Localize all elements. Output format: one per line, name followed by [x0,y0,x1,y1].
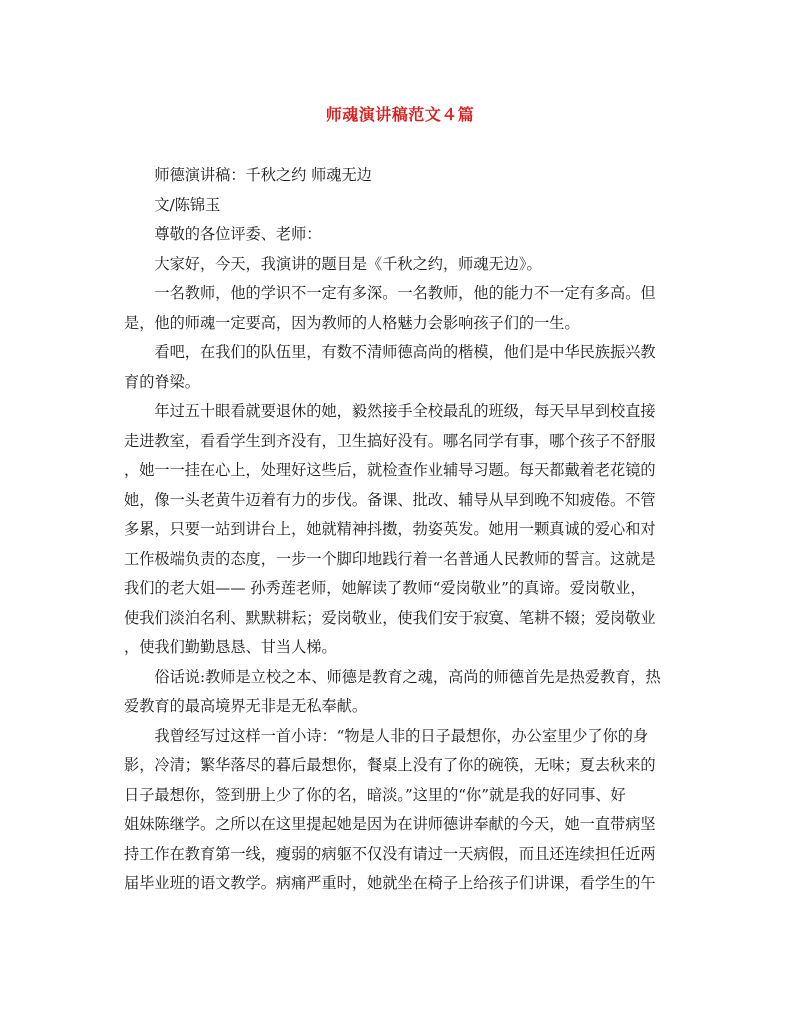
text-line: 是，他的师魂一定要高，因为教师的人格魅力会影响孩子们的一生。 [124,313,580,332]
paragraph [124,250,684,280]
document-body [124,161,684,899]
text-line: 她，像一头老黄牛迈着有力的步伐。备课、批改、辅导从早到晚不知疲倦。不管 [124,490,656,509]
text-line: 持工作在教育第一线，瘦弱的病躯不仅没有请过一天病假，而且还连续担任近两 [124,844,656,863]
text-line: 爱教育的最高境界无非是无私奉献。 [124,697,367,715]
text-line: 多累，只要一站到讲台上，她就精神抖擞，勃姿英发。她用一颗真诚的爱心和对 [124,520,656,538]
text-line: ，使我们勤勤恳恳、甘当人梯。 [124,638,337,656]
paragraph [124,338,684,397]
text-line: 工作极端负责的态度，一步一个脚印地践行着一名普通人民教师的誓言。这就是 [124,549,656,568]
text-line: 看吧，在我们的队伍里，有数不清师德高尚的楷模，他们是中华民族振兴教 [154,343,656,361]
text-line: 影，冷清；繁华落尽的暮后最想你，餐桌上没有了你的碗筷，无味；夏去秋来的 [124,756,656,774]
paragraph [124,191,684,221]
paragraph [124,722,684,899]
text-line: 使我们淡泊名利、默默耕耘；爱岗敬业，使我们安于寂寞、笔耕不辍；爱岗敬业 [124,608,656,627]
text-line: 师德演讲稿：千秋之约 师魂无边 [154,166,372,184]
text-line: 尊敬的各位评委、老师： [154,225,322,243]
text-line: 育的脊梁。 [124,372,200,391]
text-line: 我曾经写过这样一首小诗：“物是人非的日子最想你，办公室里少了你的身 [154,726,649,745]
paragraph [124,397,684,663]
text-line: 一名教师，他的学识不一定有多深。一名教师，他的能力不一定有多高。但 [154,284,656,302]
paragraph [124,663,684,722]
document-title: 师魂演讲稿范文４篇 [325,105,475,124]
text-line: 年过五十眼看就要退休的她，毅然接手全校最乱的班级，每天早早到校直接 [154,402,656,420]
text-line: 姐妹陈继学。之所以在这里提起她是因为在讲师德讲奉献的今天，她一直带病坚 [124,815,656,833]
text-line: 届毕业班的语文教学。病痛严重时，她就坐在椅子上给孩子们讲课，看学生的午 [124,874,656,892]
text-line: ，她一一挂在心上，处理好这些后，就检查作业辅导习题。每天都戴着老花镜的 [124,461,656,479]
paragraph [124,161,684,191]
text-line: 文/陈锦玉 [154,195,221,214]
text-line: 我们的老大姐—— 孙秀莲老师，她解读了教师“爱岗敬业”的真谛。爱岗敬业， [124,579,646,597]
paragraph [124,279,684,338]
text-line: 俗话说:教师是立校之本、师德是教育之魂，高尚的师德首先是热爱教育，热 [154,667,661,686]
text-line: 大家好，今天，我演讲的题目是《千秋之约，师魂无边》。 [154,254,542,273]
text-line: 日子最想你，签到册上少了你的名，暗淡。”这里的“你”就是我的好同事、好 [124,785,626,804]
paragraph [124,220,684,250]
text-line: 走进教室，看看学生到齐没有，卫生搞好没有。哪名同学有事，哪个孩子不舒服 [124,431,656,450]
